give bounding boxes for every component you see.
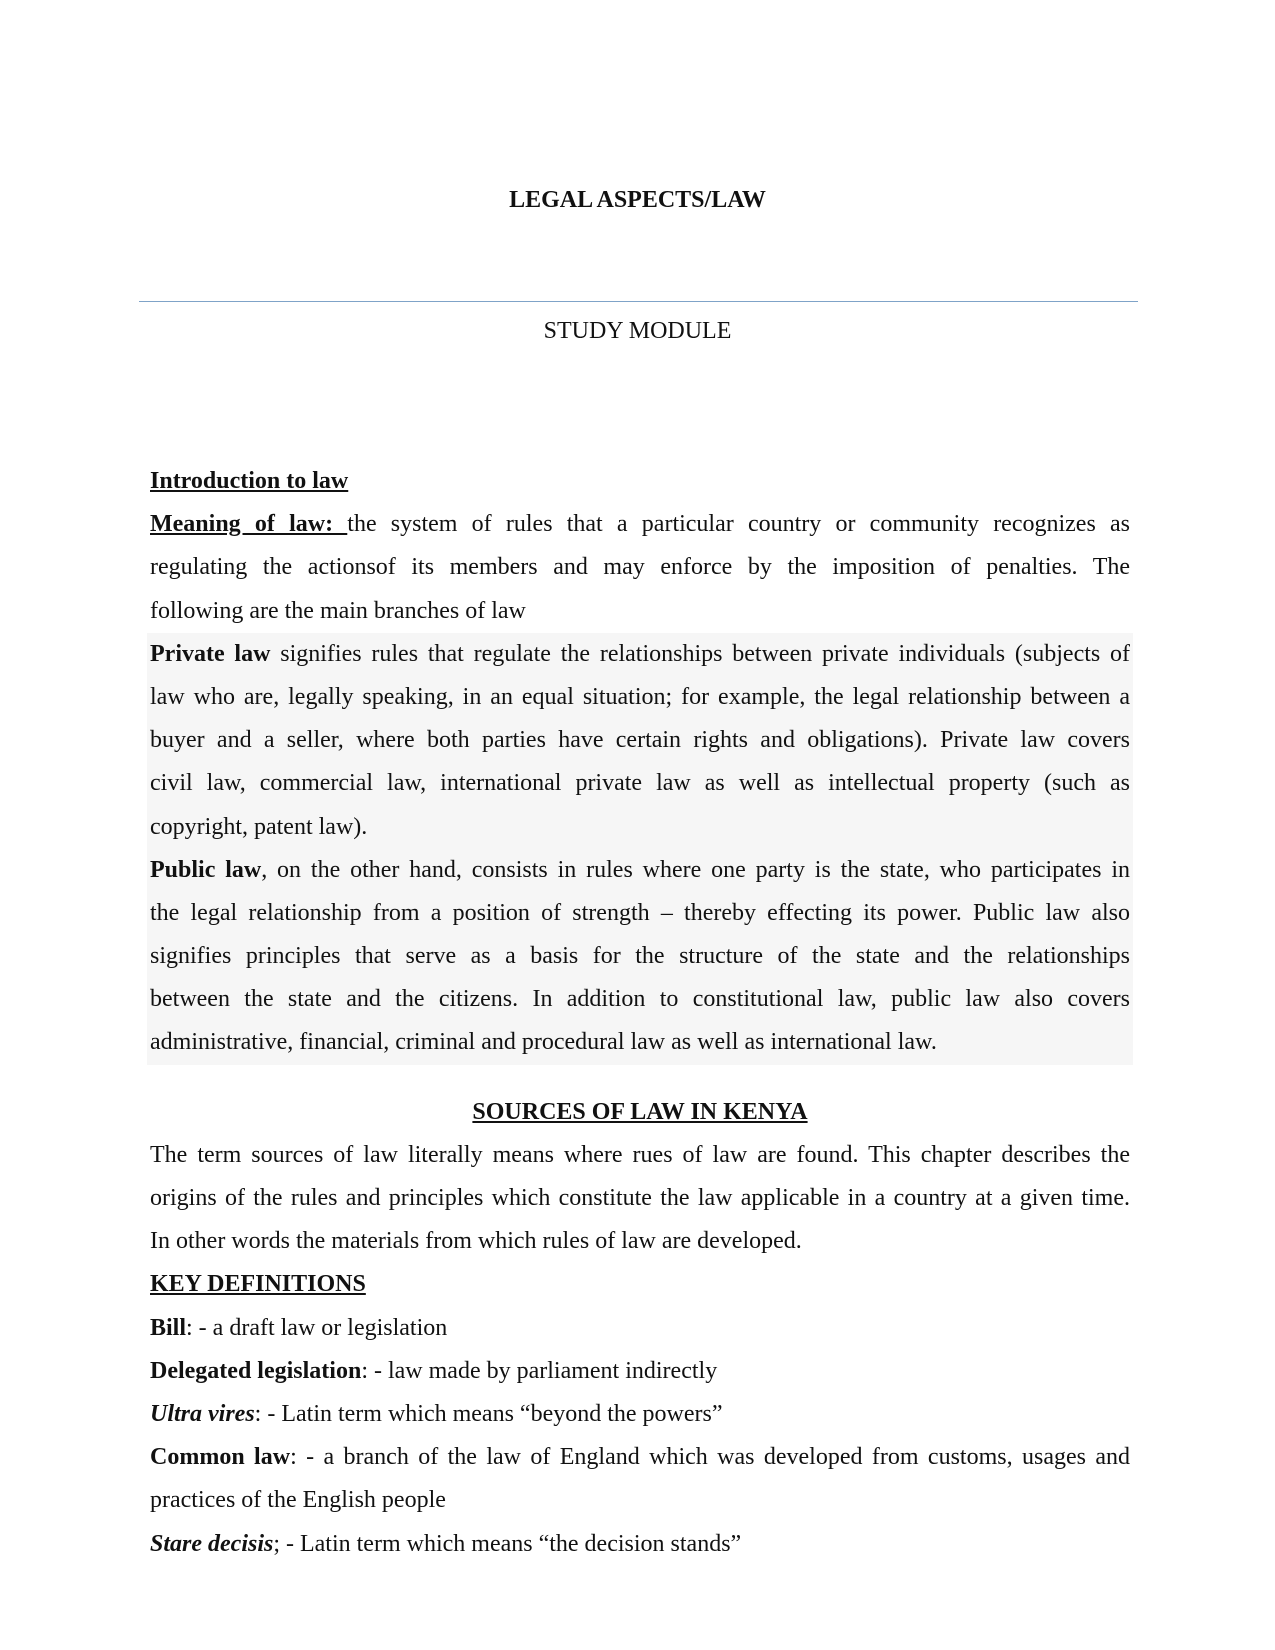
public-text-1: , on the other hand, consists in rules where one party is the state, who participates in (261, 856, 1130, 883)
definition-text: : - law made by parliament indirectly (361, 1357, 718, 1384)
private-text-1: signifies rules that regulate the relationships between private individuals (subjects of (280, 640, 1131, 667)
public-term: Public law (150, 856, 262, 883)
sources-line-3: In other words the materials from which rules of law are developed. (150, 1228, 802, 1255)
definition-term: Stare decisis (150, 1530, 274, 1557)
definition-common-law (150, 1436, 1130, 1479)
public-line-1 (150, 849, 1130, 892)
private-line-2: law who are, legally speaking, in an equal situation; for example, the legal relationship between a (150, 683, 1130, 710)
title-divider (139, 301, 1138, 302)
public-line-2: the legal relationship from a position of strength – thereby effecting its power. Public law also (150, 899, 1130, 926)
definition-ultra-vires (150, 1393, 1130, 1436)
page-subtitle: STUDY MODULE (543, 318, 732, 344)
meaning-term: Meaning of law: (150, 511, 348, 538)
definition-common-law-continuation: practices of the English people (150, 1487, 446, 1514)
meaning-line-2: regulating the actionsof its members and may enforce by the imposition of penalties. The (150, 554, 1130, 581)
definition-term: Bill (150, 1314, 187, 1341)
public-line-4: between the state and the citizens. In addition to constitutional law, public law also covers (150, 986, 1130, 1013)
document-body (150, 460, 1130, 1566)
definition-text: : - a draft law or legislation (186, 1314, 448, 1341)
section-gap (150, 1065, 1130, 1091)
private-line-5: copyright, patent law). (150, 813, 368, 840)
definition-bill (150, 1307, 1130, 1350)
definition-text: : - a branch of the law of England which was developed from customs, usages and (290, 1444, 1130, 1471)
definition-term: Ultra vires (150, 1400, 255, 1427)
definition-term: Common law (150, 1444, 291, 1471)
private-term: Private law (150, 640, 271, 667)
meaning-text-1: the system of rules that a particular country or community recognizes as (347, 511, 1131, 538)
definition-delegated-legislation (150, 1350, 1130, 1393)
definitions-heading: KEY DEFINITIONS (150, 1271, 366, 1298)
meaning-line-1 (150, 503, 1130, 546)
definition-term: Delegated legislation (150, 1357, 362, 1384)
sources-heading-row (150, 1091, 1130, 1134)
definition-text: ; - Latin term which means “the decision stands” (273, 1530, 742, 1557)
private-line-4: civil law, commercial law, international private law as well as intellectual property (such as (150, 770, 1130, 797)
public-line-5: administrative, financial, criminal and procedural law as well as international law. (150, 1029, 937, 1056)
private-line-3: buyer and a seller, where both parties have certain rights and obligations). Private law covers (150, 727, 1130, 754)
sources-line-2: origins of the rules and principles which constitute the law applicable in a country at a given time. (150, 1185, 1130, 1211)
definition-stare-decisis (150, 1523, 1130, 1566)
intro-heading: Introduction to law (150, 468, 349, 494)
law-branches-block (147, 633, 1133, 1065)
private-line-1 (150, 633, 1130, 676)
page-title: LEGAL ASPECTS/LAW (509, 187, 766, 213)
public-line-3: signifies principles that serve as a basis for the structure of the state and the relationships (150, 943, 1130, 970)
sources-line-1: The term sources of law literally means where rues of law are found. This chapter describes the (150, 1141, 1130, 1168)
sources-heading: SOURCES OF LAW IN KENYA (472, 1098, 808, 1125)
definition-text: : - Latin term which means “beyond the powers” (254, 1400, 723, 1427)
meaning-line-3: following are the main branches of law (150, 597, 526, 624)
